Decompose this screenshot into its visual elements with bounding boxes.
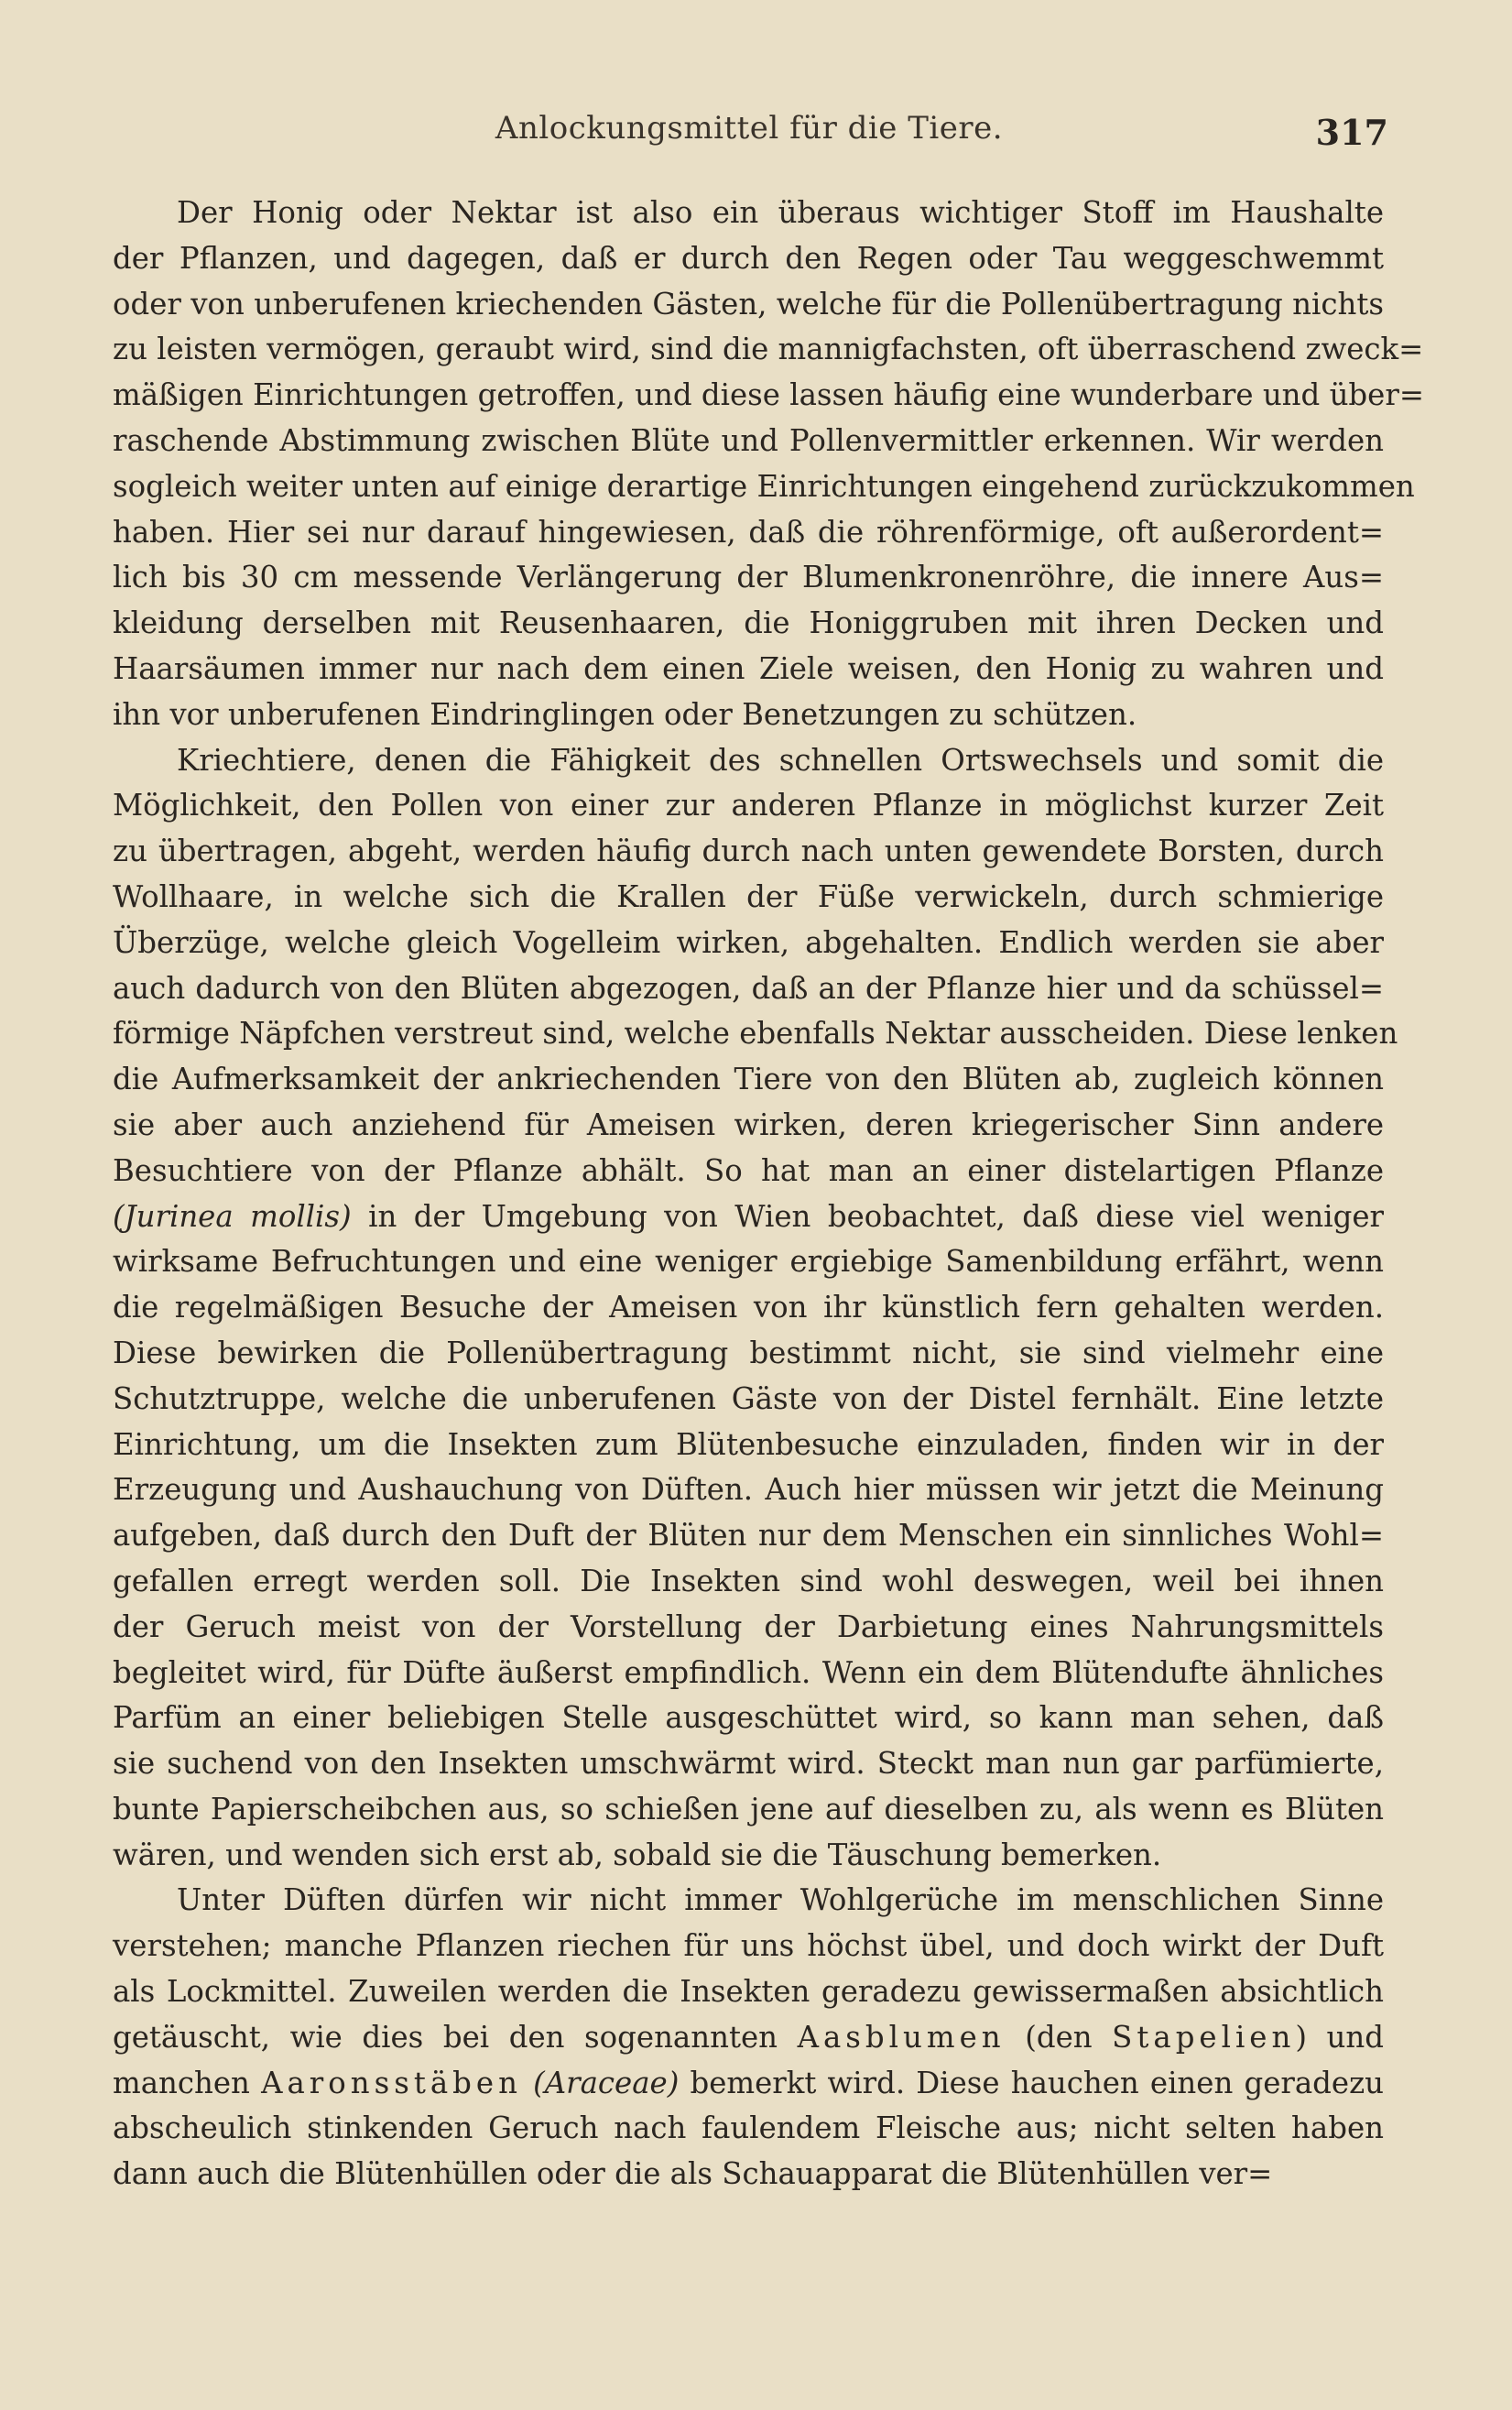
text-line: als Lockmittel. Zuweilen werden die Insekten geradezu gewissermaßen absichtlich: [113, 1974, 1384, 2010]
text-line: die regelmäßigen Besuche der Ameisen von ihr künstlich fern gehalten werden.: [113, 1290, 1384, 1325]
spaced-term: Stapelien: [1112, 2019, 1296, 2055]
text-line: aufgeben, daß durch den Duft der Blüten nur dem Menschen ein sinnliches Wohl=: [113, 1518, 1384, 1554]
text-line: Haarsäumen immer nur nach dem einen Ziele weisen, den Honig zu wahren und: [113, 650, 1384, 686]
text-line: abscheulich stinkenden Geruch nach faulendem Fleische aus; nicht selten haben: [113, 2110, 1384, 2146]
text-line: Kriechtiere, denen die Fähigkeit des schnellen Ortswechsels und somit die: [177, 742, 1384, 778]
text-line: der Pflanzen, und dagegen, daß er durch den Regen oder Tau weggeschwemmt: [113, 240, 1384, 276]
text-line: Diese bewirken die Pollenübertragung bestimmt nicht, sie sind vielmehr eine: [113, 1335, 1384, 1370]
text-line: raschende Abstimmung zwischen Blüte und Pollenvermittler erkennen. Wir werden: [113, 422, 1384, 458]
text-line: Überzüge, welche gleich Vogelleim wirken, abgehalten. Endlich werden sie aber: [113, 924, 1384, 960]
text-line: gefallen erregt werden soll. Die Insekten sind wohl deswegen, weil bei ihnen: [113, 1563, 1384, 1598]
page-number: 317: [1315, 112, 1388, 153]
text-line: verstehen; manche Pflanzen riechen für uns höchst übel, und doch wirkt der Duft: [113, 1928, 1384, 1964]
text-line: wären, und wenden sich erst ab, sobald sie die Täuschung bemerken.: [113, 1837, 1162, 1872]
text-line: Schutztruppe, welche die unberufenen Gäste von der Distel fernhält. Eine letzte: [113, 1380, 1384, 1416]
text-line: lich bis 30 cm messende Verlängerung der Blumenkronenröhre, die innere Aus=: [113, 560, 1384, 595]
text-line: getäuscht, wie dies bei den sogenannten Aasblumen (den Stapelien) und: [113, 2019, 1385, 2055]
text-line: (Jurinea mollis) in der Umgebung von Wien beobachtet, daß diese viel weniger: [113, 1198, 1384, 1234]
text-line: ihn vor unberufenen Eindringlingen oder Benetzungen zu schützen.: [113, 696, 1137, 732]
page-header: [110, 103, 1388, 158]
text-line: die Aufmerksamkeit der ankriechenden Tiere von den Blüten ab, zugleich können: [113, 1062, 1384, 1097]
text-line: sogleich weiter unten auf einige derartige Einrichtungen eingehend zurückzukommen: [113, 468, 1415, 504]
italic-term: (Araceae): [533, 2065, 680, 2100]
text-line: Einrichtung, um die Insekten zum Blütenbesuche einzuladen, finden wir in der: [113, 1426, 1384, 1462]
text-line: sie aber auch anziehend für Ameisen wirken, deren kriegerischer Sinn andere: [113, 1107, 1384, 1142]
paragraph: [113, 191, 1424, 738]
text-line: zu übertragen, abgeht, werden häufig durch nach unten gewendete Borsten, durch: [113, 834, 1384, 869]
text-line: mäßigen Einrichtungen getroffen, und diese lassen häufig eine wunderbare und über=: [113, 377, 1424, 413]
text-line: auch dadurch von den Blüten abgezogen, daß an der Pflanze hier und da schüssel=: [113, 970, 1384, 1006]
text-line: Der Honig oder Nektar ist also ein überaus wichtiger Stoff im Haushalte: [177, 195, 1384, 230]
body-text: [113, 191, 1424, 2197]
italic-term: (Jurinea mollis): [113, 1198, 352, 1234]
text-line: Besuchtiere von der Pflanze abhält. So hat man an einer distelartigen Pflanze: [113, 1152, 1384, 1188]
paragraph: [113, 738, 1398, 1879]
text-line: Unter Düften dürfen wir nicht immer Wohlgerüche im menschlichen Sinne: [177, 1882, 1384, 1918]
text-line: Parfüm an einer beliebigen Stelle ausgeschüttet wird, so kann man sehen, daß: [113, 1700, 1384, 1736]
text-line: Erzeugung und Aushauchung von Düften. Auch hier müssen wir jetzt die Meinung: [113, 1472, 1384, 1508]
text-line: sie suchend von den Insekten umschwärmt wird. Steckt man nun gar parfümierte,: [113, 1746, 1384, 1782]
text-line: dann auch die Blütenhüllen oder die als Schauapparat die Blütenhüllen ver=: [113, 2156, 1273, 2192]
paragraph: [113, 1878, 1384, 2197]
text-line: der Geruch meist von der Vorstellung der Darbietung eines Nahrungsmittels: [113, 1608, 1384, 1644]
text-line: wirksame Befruchtungen und eine weniger ergiebige Samenbildung erfährt, wenn: [113, 1244, 1384, 1280]
text-line: kleidung derselben mit Reusenhaaren, die Honiggruben mit ihren Decken und: [113, 605, 1384, 641]
text-line: bunte Papierscheibchen aus, so schießen jene auf dieselben zu, als wenn es Blüten: [113, 1791, 1384, 1827]
text-line: zu leisten vermögen, geraubt wird, sind die mannigfachsten, oft überraschend zweck=: [113, 332, 1424, 367]
text-line: Möglichkeit, den Pollen von einer zur anderen Pflanze in möglichst kurzer Zeit: [113, 788, 1384, 823]
text-line: haben. Hier sei nur darauf hingewiesen, daß die röhrenförmige, oft außerordent=: [113, 514, 1384, 550]
text-line: Wollhaare, in welche sich die Krallen der Füße verwickeln, durch schmierige: [113, 878, 1384, 914]
text-line: förmige Näpfchen verstreut sind, welche ebenfalls Nektar ausscheiden. Diese lenken: [113, 1016, 1398, 1052]
text-line: manchen Aaronsstäben (Araceae) bemerkt wird. Diese hauchen einen geradezu: [113, 2065, 1384, 2100]
text-line: begleitet wird, für Düfte äußerst empfindlich. Wenn ein dem Blütendufte ähnliches: [113, 1654, 1384, 1690]
spaced-term: Aasblumen: [797, 2019, 1006, 2055]
spaced-term: Aaronsstäben: [261, 2065, 522, 2100]
text-line: oder von unberufenen kriechenden Gästen, welche für die Pollenübertragung nichts: [113, 286, 1384, 322]
running-head: Anlockungsmittel für die Tiere.: [495, 110, 1004, 147]
